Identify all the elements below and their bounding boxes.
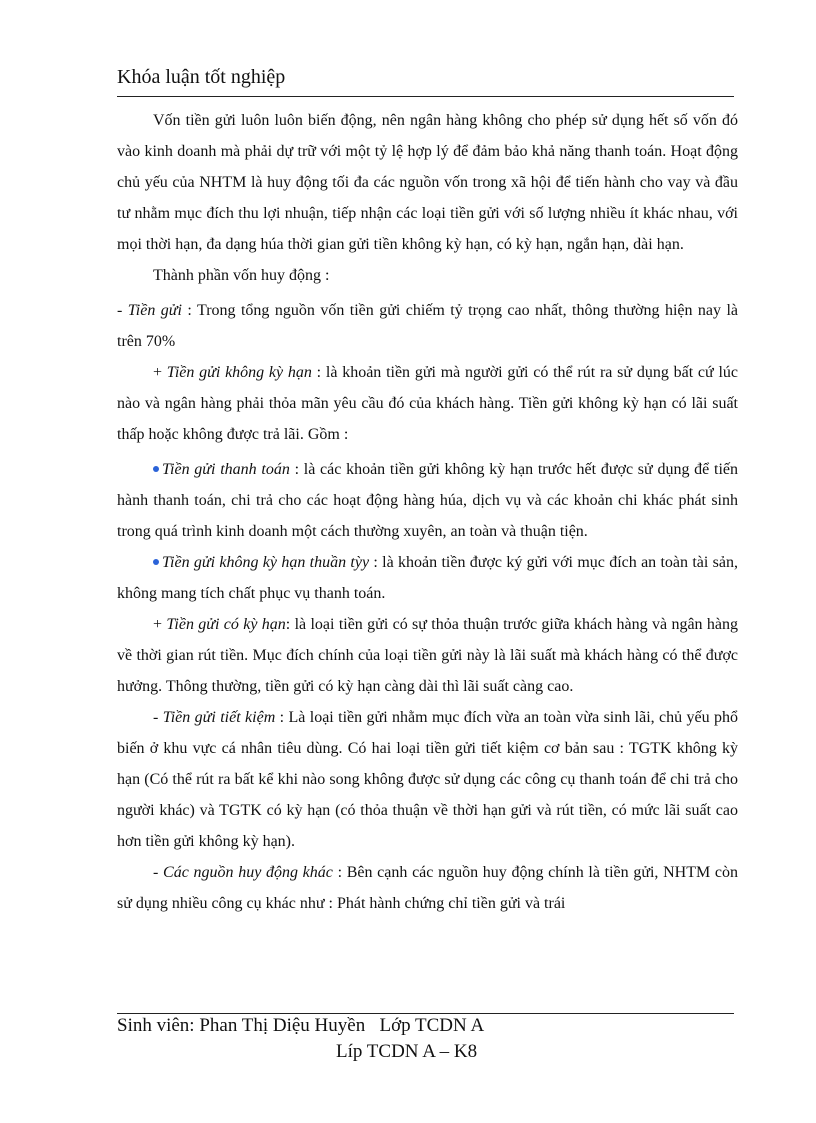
term: Tiền gửi	[127, 302, 182, 319]
dash-marker: -	[117, 302, 128, 319]
footer-divider	[117, 1013, 734, 1014]
document-body	[117, 105, 738, 919]
plus-marker: +	[153, 616, 167, 633]
footer-class: Líp TCDN A – K8	[336, 1041, 478, 1062]
paragraph-text: : là các khoản tiền gửi không kỳ hạn trước hết được sử dụng để tiến hành thanh toán, chi trả cho các hoạt động hàng húa, dịch vụ và các khoản chi khác phát sinh trong quá trình kinh doanh một cách thường xuyên, an toàn và thuận tiện.	[117, 461, 739, 540]
paragraph-text: : Bên cạnh các nguồn huy động chính là tiền gửi, NHTM còn sử dụng nhiều công cụ khác như : Phát hành chứng chỉ tiền gửi và trái	[117, 864, 739, 912]
term: Các nguồn huy động khác	[163, 864, 333, 881]
paragraph	[117, 295, 738, 357]
paragraph: Thành phần vốn huy động :	[153, 267, 330, 284]
paragraph	[117, 547, 738, 609]
paragraph	[117, 702, 738, 857]
term: Tiền gửi không kỳ hạn thuần tỳy	[162, 554, 370, 571]
paragraph-text: : là khoản tiền được ký gửi với mục đích an toàn tài sản, không mang tích chất phục vụ thanh toán.	[117, 554, 739, 602]
paragraph: Vốn tiền gửi luôn luôn biến động, nên ngân hàng không cho phép sử dụng hết số vốn đó vào kinh doanh mà phải dự trữ với một tỷ lệ hợp lý để đảm bảo khả năng thanh toán. Hoạt động chủ yếu của NHTM là huy động tối đa các nguồn vốn trong xã hội để tiến hành cho vay và đầu tư nhằm mục đích thu lợi nhuận, tiếp nhận các loại tiền gửi với số lượng nhiều ít khác nhau, với mọi thời hạn, đa dạng húa thời gian gửi tiền không kỳ hạn, có kỳ hạn, ngắn hạn, dài hạn.	[117, 112, 738, 253]
term: Tiền gửi có kỳ hạn	[166, 616, 286, 633]
term: Tiền gửi tiết kiệm	[162, 709, 276, 726]
paragraph	[117, 857, 738, 919]
page-header-title: Khóa luận tốt nghiệp	[117, 66, 286, 88]
paragraph	[117, 454, 738, 547]
paragraph-text: : là khoản tiền gửi mà người gửi có thể rút ra sử dụng bất cứ lúc nào và ngân hàng phải thỏa mãn yêu cầu đó của khách hàng. Tiền gửi không kỳ hạn có lãi suất thấp hoặc không được trả lãi. Gồm :	[117, 364, 738, 443]
paragraph-text: : Trong tổng nguồn vốn tiền gửi chiếm tỷ trọng cao nhất, thông thường hiện nay là trên 70%	[117, 302, 739, 350]
bullet-icon	[153, 559, 159, 565]
paragraph-text: : là loại tiền gửi có sự thỏa thuận trước giữa khách hàng và ngân hàng về thời gian rút tiền. Mục đích chính của loại tiền gửi này là lãi suất mà khách hàng có thể được hưởng. Thông thường, tiền gửi có kỳ hạn càng dài thì lãi suất càng cao.	[117, 616, 738, 695]
term: Tiền gửi thanh toán	[162, 461, 290, 478]
paragraph-text: : Là loại tiền gửi nhằm mục đích vừa an toàn vừa sinh lãi, chủ yếu phổ biến ở khu vực cá nhân tiêu dùng. Có hai loại tiền gửi tiết kiệm cơ bản sau : TGTK không kỳ hạn (Có thể rút ra bất kể khi nào song không được sử dụng các công cụ thanh toán để chi trả cho người khác) và TGTK có kỳ hạn (có thỏa thuận về thời hạn gửi và rút tiền, có mức lãi suất cao hơn tiền gửi không kỳ hạn).	[117, 709, 739, 850]
paragraph	[117, 609, 738, 702]
plus-marker: +	[153, 364, 167, 381]
header-divider	[117, 96, 734, 97]
footer-student: Sinh viên: Phan Thị Diệu Huyền Lớp TCDN A	[117, 1015, 485, 1036]
bullet-icon	[153, 466, 159, 472]
paragraph	[117, 357, 738, 450]
dash-marker: -	[153, 864, 164, 881]
term: Tiền gửi không kỳ hạn	[166, 364, 312, 381]
dash-marker: -	[153, 709, 163, 726]
